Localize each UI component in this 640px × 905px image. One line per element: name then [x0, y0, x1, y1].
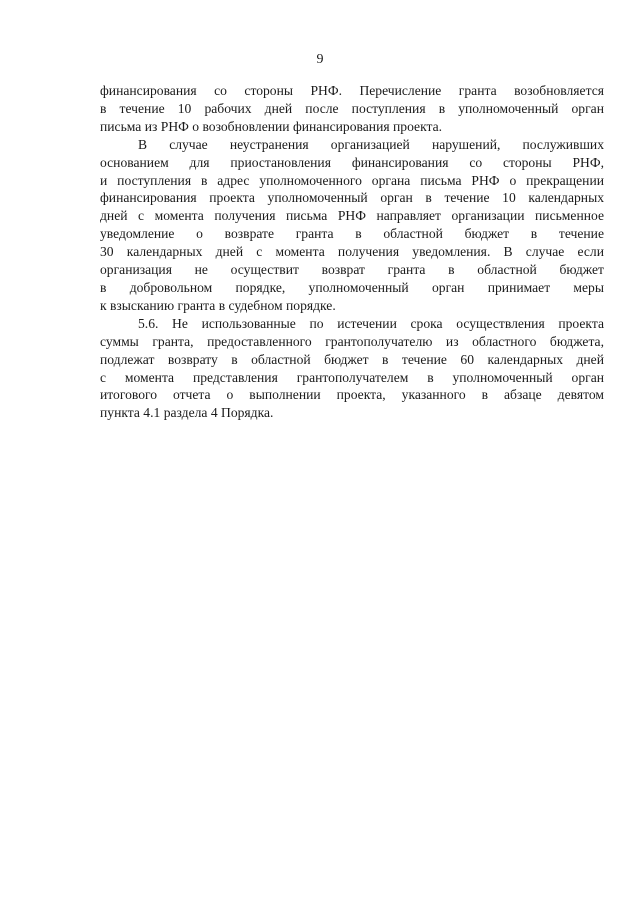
text-line: 30 календарных дней с момента получения уведомления. В случае если — [100, 244, 604, 260]
text-line: к взысканию гранта в судебном порядке. — [100, 297, 336, 313]
text-line: уведомление о возврате гранта в областной бюджет в течение — [100, 226, 604, 242]
document-body — [100, 82, 604, 422]
text-line: и поступления в адрес уполномоченного органа письма РНФ о прекращении — [100, 172, 604, 188]
text-line: финансирования со стороны РНФ. Перечисление гранта возобновляется — [100, 83, 604, 98]
text-line: в течение 10 рабочих дней после поступления в уполномоченный орган — [100, 100, 604, 116]
text-line: письма из РНФ о возобновлении финансирования проекта. — [100, 118, 443, 134]
text-line: в добровольном порядке, уполномоченный орган принимает меры — [100, 279, 604, 295]
paragraph-item-5-6 — [100, 315, 604, 422]
text-line: пункта 4.1 раздела 4 Порядка. — [100, 405, 274, 421]
text-line: дней с момента получения письма РНФ направляет организации письменное — [100, 208, 604, 224]
text-line: с момента представления грантополучателем в уполномоченный орган — [100, 369, 604, 385]
text-line: 5.6. Не использованные по истечении срока осуществления проекта — [138, 315, 604, 331]
text-line: подлежат возврату в областной бюджет в течение 60 календарных дней — [100, 351, 604, 367]
text-line: В случае неустранения организацией нарушений, послуживших — [138, 136, 604, 152]
text-line: основанием для приостановления финансирования со стороны РНФ, — [100, 154, 604, 170]
text-line: организация не осуществит возврат гранта в областной бюджет — [100, 262, 604, 278]
text-line: суммы гранта, предоставленного грантополучателю из областного бюджета, — [100, 333, 604, 349]
paragraph-funding-resumption — [100, 82, 604, 136]
paragraph-grant-return — [100, 136, 604, 315]
text-line: итогового отчета о выполнении проекта, указанного в абзаце девятом — [100, 387, 604, 403]
page-number: 9 — [316, 52, 324, 67]
text-line: финансирования проекта уполномоченный орган в течение 10 календарных — [100, 190, 604, 206]
